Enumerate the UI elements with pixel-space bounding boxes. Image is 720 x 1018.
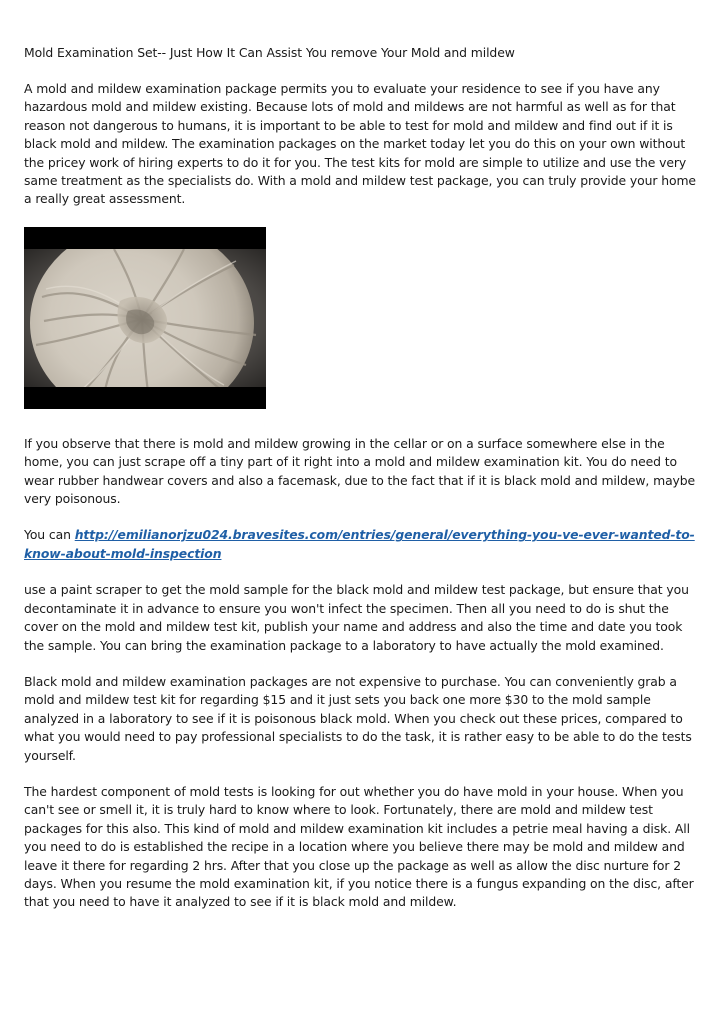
paragraph-link	[24, 526, 698, 563]
article-link[interactable]: http://emilianorjzu024.bravesites.com/entries/general/everything-you-ve-ever-wanted-to-know-about-mold-inspection	[24, 527, 695, 561]
paragraph-scraper: use a paint scraper to get the mold sample for the black mold and mildew test package, but ensure that you decontaminate it in advance to ensure you won't infect the specimen. Then all you need to do is shut the cover on the mold and mildew test kit, publish your name and address and also the time and date you took the sample. You can bring the examination package to a laboratory to have actually the mold examined.	[24, 582, 689, 653]
link-prefix: You can	[24, 527, 75, 543]
paragraph-detection: The hardest component of mold tests is looking for out whether you do have mold in your house. When you can't see or smell it, it is truly hard to know where to look. Fortunately, there are mold and mildew test packages for this also. This kind of mold and mildew examination kit includes a petrie meal having a disk. All you need to do is established the recipe in a location where you believe there may be mold and mildew and leave it there for regarding 2 hrs. After that you close up the package as well as allow the disc nurture for 2 days. When you resume the mold examination kit, if you notice there is a fungus expanding on the disc, after that you need to have it analyzed to see if it is black mold and mildew.	[24, 783, 694, 910]
paragraph-sampling: If you observe that there is mold and mildew growing in the cellar or on a surface somewhere else in the home, you can just scrape off a tiny part of it right into a mold and mildew examination kit. You do need to wear rubber handwear covers and also a facemask, due to the fact that if it is black mold and mildew, maybe very poisonous.	[24, 435, 696, 507]
mold-colony-image	[24, 227, 266, 409]
article	[24, 44, 698, 930]
paragraph-cost: Black mold and mildew examination packages are not expensive to purchase. You can conveniently grab a mold and mildew test kit for regarding $15 and it just sets you back one more $30 to the mold sample analyzed in a laboratory to see if it is poisonous black mold. When you check out these prices, compared to what you would need to pay professional specialists to do the task, it is rather easy to be able to do the tests yourself.	[24, 673, 692, 763]
paragraph-intro: A mold and mildew examination package permits you to evaluate your residence to see if you have any hazardous mold and mildew existing. Because lots of mold and mildews are not harmful as well as for that reason not dangerous to humans, it is important to be able to test for mold and mildew and find out if it is black mold and mildew. The examination packages on the market today let you do this on your own without the pricey work of hiring experts to do it for you. The test kits for mold are simple to utilize and use the very same treatment as the specialists do. With a mold and mildew test package, you can truly provide your home a really great assessment.	[24, 81, 696, 207]
mold-colony-illustration	[24, 227, 266, 409]
article-title: Mold Examination Set-- Just How It Can Assist You remove Your Mold and mildew	[24, 45, 515, 60]
